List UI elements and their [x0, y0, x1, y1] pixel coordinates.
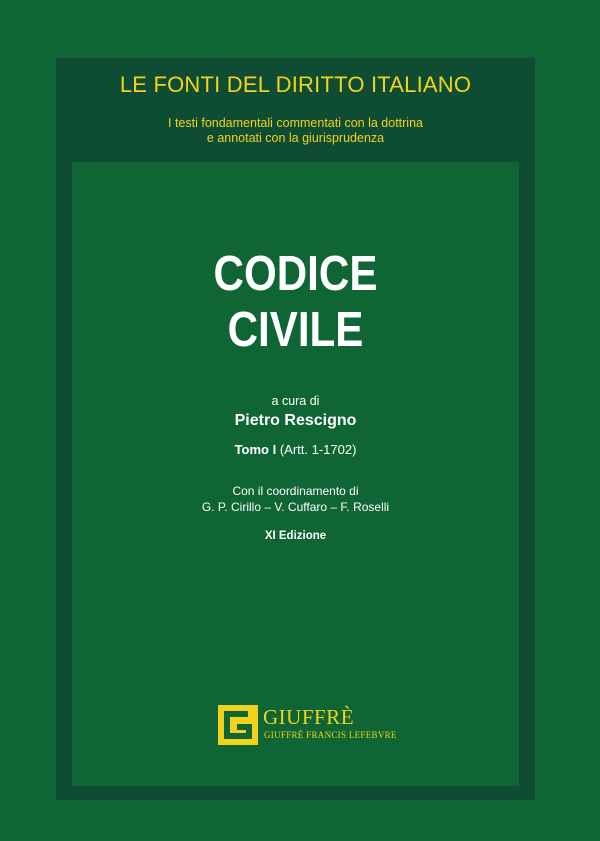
volume-range: (Artt. 1-1702) — [279, 442, 357, 457]
series-subtitle — [56, 116, 535, 146]
book-title — [103, 246, 487, 358]
book-title-line1: CODICE — [213, 247, 378, 301]
publisher-tagline: GIUFFRÈ FRANCIS LEFEBVRE — [264, 730, 397, 740]
cover-frame — [56, 58, 535, 800]
volume-info — [72, 442, 519, 457]
coordination-label: Con il coordinamento di — [232, 484, 359, 498]
series-subtitle-line2: e annotati con la giurisprudenza — [206, 131, 385, 145]
publisher-logo — [218, 705, 398, 745]
editor-name: Pietro Rescigno — [234, 412, 357, 429]
edition-label: XI Edizione — [264, 530, 327, 542]
giuffre-g-logo-icon — [218, 705, 258, 745]
publisher-name: GIUFFRÈ — [263, 705, 355, 729]
series-title: LE FONTI DEL DIRITTO ITALIANO — [119, 72, 472, 97]
coordinators: G. P. Cirillo – V. Cuffaro – F. Roselli — [201, 500, 390, 514]
series-subtitle-line1: I testi fondamentali commentati con la dottrina — [168, 116, 423, 130]
book-title-line2: CIVILE — [227, 303, 364, 357]
curated-by-label: a cura di — [271, 394, 320, 408]
volume-label: Tomo I — [234, 442, 277, 457]
coordination-block — [72, 483, 519, 515]
cover-inner-panel — [72, 162, 519, 786]
